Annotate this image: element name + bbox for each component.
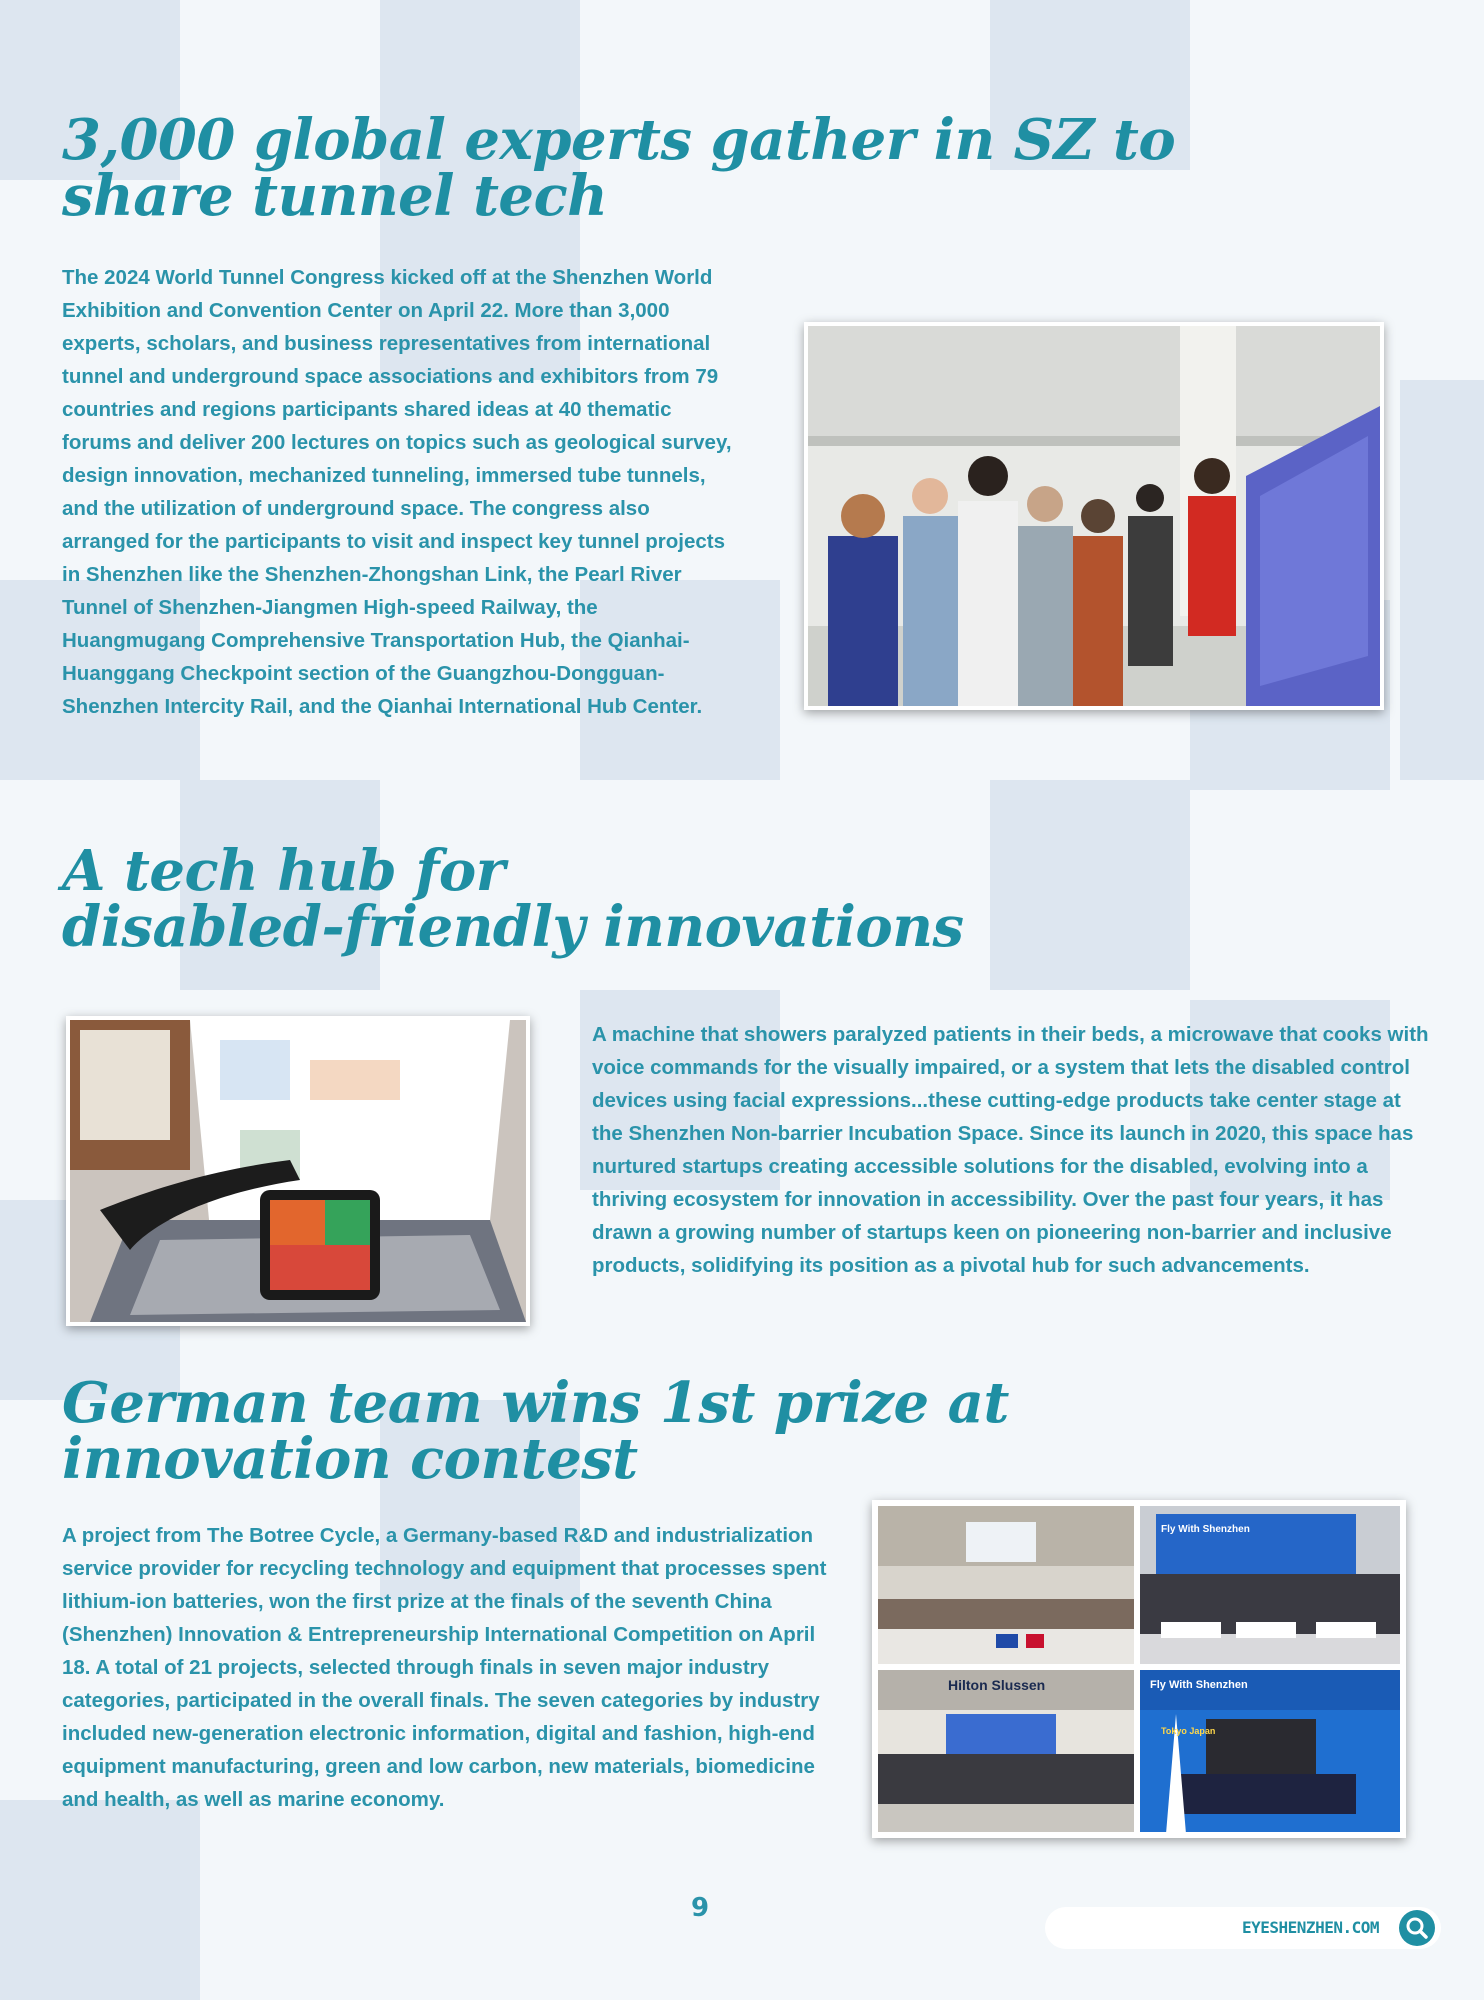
background-tile <box>0 1800 200 2000</box>
banner-text: Fly With Shenzhen <box>1161 1524 1250 1535</box>
page-number: 9 <box>690 1893 710 1923</box>
hotel-sign-text: Hilton Slussen <box>948 1677 1046 1693</box>
article-1-headline <box>62 107 1176 229</box>
article-2-body: A machine that showers paralyzed patients in their beds, a microwave that cooks with voice commands for the visually impaired, or a system that lets the disabled control devices using facial expressions...these cutting-edge products take center stage at the Shenzhen Non-barrier Incubation Space. Since its launch in 2020, this space has nurtured startups creating accessible solutions for the disabled, evolving into a thriving ecosystem for innovation in accessibility. Over the past four years, it has drawn a growing number of startups keen on pioneering non-barrier and inclusive products, solidifying its position as a pivotal hub for such advancements. <box>592 1023 1429 1277</box>
headline-line: innovation contest <box>62 1426 638 1492</box>
headline-line: German team wins 1st prize at <box>62 1370 1009 1436</box>
background-tile <box>990 780 1190 990</box>
banner-text: Tokyo Japan <box>1161 1726 1216 1736</box>
headline-line: A tech hub for <box>62 838 505 904</box>
headline-line: share tunnel tech <box>62 163 608 229</box>
innovation-contest-collage <box>872 1500 1406 1838</box>
banner-text: Fly With Shenzhen <box>1150 1679 1248 1691</box>
site-url[interactable]: EYESHENZHEN.COM <box>1242 1918 1379 1937</box>
headline-line: 3,000 global experts gather in SZ to <box>62 107 1176 173</box>
search-icon[interactable] <box>1399 1910 1435 1946</box>
article-2-headline <box>62 838 964 960</box>
tunnel-congress-photo <box>804 322 1384 710</box>
article-3-body: A project from The Botree Cycle, a Germany-based R&D and industrialization service provider for recycling technology and equipment that processes spent lithium-ion batteries, won the first prize at the finals of the seventh China (Shenzhen) Innovation & Entrepreneurship International Competition on April 18. A total of 21 projects, selected through finals in seven major industry categories, participated in the overall finals. The seven categories by industry included new-generation electronic information, digital and fashion, high-end equipment manufacturing, green and low carbon, new materials, biomedicine and health, as well as marine economy. <box>62 1524 827 1811</box>
background-tile <box>1400 380 1484 780</box>
site-link-pill[interactable] <box>1045 1907 1441 1949</box>
headline-line: disabled-friendly innovations <box>62 894 964 960</box>
article-3-headline <box>62 1370 1009 1492</box>
article-1-body: The 2024 World Tunnel Congress kicked off at the Shenzhen World Exhibition and Convention Center on April 22. More than 3,000 experts, scholars, and business representatives from international tunnel and underground space associations and exhibitors from 79 countries and regions participants shared ideas at 40 thematic forums and deliver 200 lectures on topics such as geological survey, design innovation, mechanized tunneling, immersed tube tunnels, and the utilization of underground space. The congress also arranged for the participants to visit and inspect key tunnel projects in Shenzhen like the Shenzhen-Zhongshan Link, the Pearl River Tunnel of Shenzhen-Jiangmen High-speed Railway, the Huangmugang Comprehensive Transportation Hub, the Qianhai-Huanggang Checkpoint section of the Guangzhou-Dongguan-Shenzhen Intercity Rail, and the Qianhai International Hub Center. <box>62 266 732 718</box>
accessibility-device-photo <box>66 1016 530 1326</box>
